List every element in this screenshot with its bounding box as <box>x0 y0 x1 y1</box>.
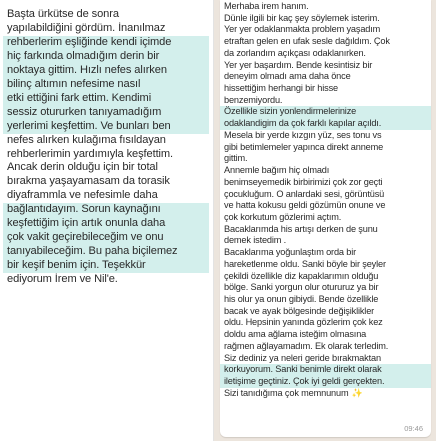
right-message-text <box>224 1 427 399</box>
message-line <box>224 235 427 247</box>
right-message-bubble <box>220 0 431 437</box>
highlighted-text: odaklandigim da çok farklı kapılar açıldı. <box>224 118 382 129</box>
message-line <box>224 353 427 365</box>
highlighted-text: etki ettiğini fark ettim. Kendimi <box>7 91 152 104</box>
message-line <box>220 364 431 376</box>
message-line-text: Yer yer odaklanmakta problem yaşadım <box>224 24 381 35</box>
message-line <box>3 217 209 231</box>
message-line <box>7 8 205 22</box>
message-line <box>224 177 427 189</box>
message-line <box>224 48 427 60</box>
message-line-text: his olur ya onun gibiydi. Bende özellikle <box>224 293 379 304</box>
highlighted-text: tanıyabileceğim. Bu paha biçilemez <box>7 245 178 258</box>
left-message-text <box>7 8 205 287</box>
message-line <box>7 161 205 175</box>
message-line-text: bacak ve ayak bölgesinde değişiklikler <box>224 305 375 316</box>
message-line-text: çok korkutum gözlerimi açtım. <box>224 211 342 222</box>
message-line <box>3 245 209 259</box>
highlighted-text: noktaya gittim. Hızlı nefes alırken <box>7 63 167 76</box>
message-line <box>224 306 427 318</box>
message-line <box>224 36 427 48</box>
message-line <box>224 24 427 36</box>
message-line-text: benimseyemedik birbirimizi çok zor geçti <box>224 176 383 187</box>
message-line-text: Annemle bağım hiç olmadı <box>224 165 330 176</box>
highlighted-text: iletişime geçtiniz. Çok iyi geldi gerçekten. <box>224 376 385 386</box>
message-line <box>224 130 427 142</box>
message-timestamp: 09:46 <box>404 424 423 433</box>
right-chat-panel <box>213 0 436 441</box>
message-line <box>224 329 427 341</box>
highlighted-text: rehberlerim eşliğinde kendi içimde <box>7 35 172 48</box>
message-line <box>224 212 427 224</box>
message-line <box>3 231 209 245</box>
message-line <box>220 376 431 388</box>
message-line <box>224 189 427 201</box>
message-line-text: Bacaklarıma yoğunlaştım orda bir <box>224 247 357 258</box>
message-line <box>7 189 205 203</box>
message-line-text: ediyorum İrem ve Nil'e. <box>7 273 118 286</box>
message-line-text: nefes alırken kulağıma fısıldayan <box>7 133 166 146</box>
message-line-text: da zorlandım açıkçası odaklanırken. <box>224 47 366 58</box>
highlighted-text: korkuyorum. Sanki benimle direkt olarak <box>224 364 382 375</box>
message-line-text: Sizi tanıdığıma çok memnunum <box>224 387 349 398</box>
message-line <box>3 92 209 106</box>
message-line <box>220 106 431 118</box>
message-line-text: Yer yer başardım. Bende kesintisiz bir <box>224 59 373 70</box>
left-message-bubble <box>3 6 209 289</box>
message-line-text: Dünle ilgili bir kaç şey söylemek isterim. <box>224 12 380 23</box>
message-line-text: benzemiyordu. <box>224 94 283 105</box>
message-line-text: çocukluğum. O anlardaki sesi, görüntüsü <box>224 188 385 199</box>
message-line <box>224 83 427 95</box>
message-line <box>3 259 209 273</box>
message-line <box>224 71 427 83</box>
message-line <box>7 273 205 287</box>
highlighted-text: keşfettiğim için artık onunla daha <box>7 217 166 230</box>
message-line <box>224 341 427 353</box>
message-line <box>224 165 427 177</box>
highlighted-text: bağlantıdayım. Sorun kaynağını <box>7 203 161 216</box>
message-line-text: hissettiğim herhangi bir hisse <box>224 83 338 94</box>
message-line-text: Bacaklarımda his artışı derken de şunu <box>224 223 378 234</box>
message-line-text: Başta ürkütse de sonra <box>7 8 119 20</box>
message-line-text: deneyim olmadı ama daha önce <box>224 71 351 82</box>
message-line <box>220 118 431 130</box>
message-line <box>224 388 427 400</box>
message-line <box>224 60 427 72</box>
message-line-text: hareketlenme oldu. Sanki böyle bir şeyler <box>224 258 386 269</box>
message-line-text: ve hatta kokusu geldi gözümün onune ve <box>224 200 386 211</box>
highlighted-text: bilinç altımın nefesime nasıl <box>7 77 141 90</box>
message-line <box>7 175 205 189</box>
message-line <box>224 95 427 107</box>
message-line-text: bölge. Sanki yorgun olur otururuz ya bir <box>224 282 379 293</box>
message-line-text: gibi betimlemeler yapınca direkt anneme <box>224 141 384 152</box>
message-line <box>224 1 427 13</box>
message-line <box>224 247 427 259</box>
message-line-text: Siz dediniz ya neleri geride bırakmaktan <box>224 352 381 363</box>
message-line-text: rağmen ağlayamadım. Ek olarak terledim. <box>224 340 389 351</box>
message-line <box>224 153 427 165</box>
sparkles-emoji-icon: ✨ <box>351 387 363 398</box>
message-line-text: rehberlerimin yardımıyla keşfettim. <box>7 147 174 160</box>
message-line-text: yapılabildiğini gördüm. İnanılmaz <box>7 21 166 34</box>
message-line <box>224 200 427 212</box>
message-line <box>3 50 209 64</box>
message-line-text: Ancak derin olduğu için bir total <box>7 161 158 174</box>
message-line-text: demek istedim . <box>224 235 287 246</box>
message-line <box>3 106 209 120</box>
message-line <box>224 271 427 283</box>
message-line <box>3 120 209 134</box>
message-line-text: Merhaba irem hanım. <box>224 1 309 11</box>
message-line <box>224 282 427 294</box>
message-line-text: Mesela bir yerde kızgın yüz, ses tonu vs <box>224 129 382 140</box>
left-chat-panel <box>0 0 212 441</box>
message-line <box>7 148 205 162</box>
highlighted-text: çok vakit geçirebileceğim ve onu <box>7 231 164 244</box>
message-line <box>224 13 427 25</box>
highlighted-text: sessiz otururken tanıyamadığım <box>7 105 162 118</box>
highlighted-text: bir keşif benim için. Teşekkür <box>7 259 146 272</box>
highlighted-text: Özellikle sizin yonlendirmelerinize <box>224 106 357 117</box>
message-line-text: bırakma yaşayamasam da torasik <box>7 175 170 188</box>
highlighted-text: hiç farkında olmadığım derin bir <box>7 49 160 62</box>
message-line <box>224 224 427 236</box>
message-line <box>3 36 209 50</box>
message-line <box>7 134 205 148</box>
message-line-text: etraftan gelen en ufak sesle dağıldım. Çok <box>224 36 390 47</box>
message-line-text: oldu. Hepsinin yanında gözlerim çok kez <box>224 317 383 328</box>
message-line-text: gittim. <box>224 153 248 164</box>
message-line <box>3 203 209 217</box>
message-line <box>224 259 427 271</box>
message-line-text: doldu ama ağlama isteğim olmasına <box>224 329 367 340</box>
message-line <box>224 294 427 306</box>
message-line-text: diyaframmla ve nefesimle daha <box>7 189 158 202</box>
highlighted-text: yerlerimi keşfettim. Ve bunları ben <box>7 119 171 132</box>
message-line <box>224 317 427 329</box>
message-line <box>3 64 209 78</box>
message-line-text: çekildi özellikle diz kapaklarımın olduğu <box>224 270 379 281</box>
message-line <box>7 22 205 36</box>
message-line <box>224 142 427 154</box>
message-line <box>3 78 209 92</box>
